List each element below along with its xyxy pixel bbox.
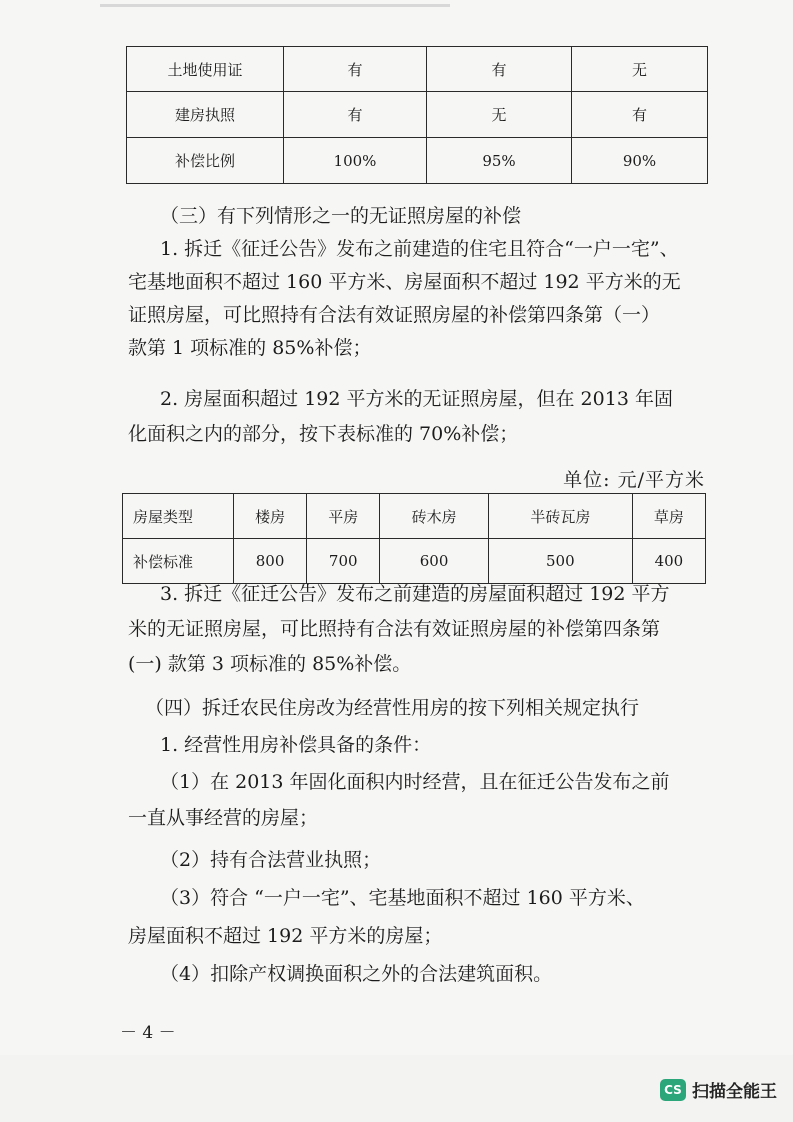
watermark-text: 扫描全能王 [692,1082,777,1102]
item-3-3-line: 米的无证照房屋，可比照持有合法有效证照房屋的补偿第四条第 [128,618,661,640]
table-row [127,138,708,184]
table-cell: 有 [284,92,427,138]
condition-2: （2）持有合法营业执照； [160,849,382,871]
table-cell: 有 [427,47,572,92]
table-cell: 400 [632,539,705,584]
page-number: － 4 － [120,1023,176,1043]
table-cell: 90% [572,138,708,184]
condition-1-line: 一直从事经营的房屋； [128,807,319,829]
table-header-cell: 平房 [307,494,380,539]
item-3-1-line: 证照房屋，可比照持有合法有效证照房屋的补偿第四条第（一） [128,304,661,326]
table-cell: 95% [427,138,572,184]
table-row [123,494,706,539]
table-cell: 无 [572,47,708,92]
table-cell: 500 [488,539,632,584]
table-cell: 100% [284,138,427,184]
item-3-1-line: 宅基地面积不超过 160 平方米、房屋面积不超过 192 平方米的无 [128,271,681,293]
table-header-cell: 楼房 [234,494,307,539]
item-3-2-line: 化面积之内的部分，按下表标准的 70%补偿； [128,423,519,445]
table-cell: 600 [380,539,489,584]
condition-3-line: （3）符合 “一户一宅”、宅基地面积不超过 160 平方米、 [160,887,645,909]
table-row [123,539,706,584]
table-row [127,47,708,92]
table-header-cell: 房屋类型 [123,494,234,539]
table-cell: 补偿比例 [127,138,284,184]
section-4-title: （四）拆迁农民住房改为经营性用房的按下列相关规定执行 [145,697,640,719]
table-cell: 700 [307,539,380,584]
item-3-1-line: 款第 1 项标准的 85%补偿； [128,337,372,359]
table-header-cell: 草房 [632,494,705,539]
item-3-2-line: 2. 房屋面积超过 192 平方米的无证照房屋，但在 2013 年固 [160,388,673,410]
table-header-cell: 砖木房 [380,494,489,539]
section-3-title: （三）有下列情形之一的无证照房屋的补偿 [160,205,522,227]
unit-label: 单位: 元/平方米 [563,469,705,491]
license-compensation-table [126,46,708,184]
table-row [127,92,708,138]
table-cell: 补偿标准 [123,539,234,584]
top-edge-line [100,4,450,7]
table-cell: 有 [572,92,708,138]
item-3-3-line: 3. 拆迁《征迁公告》发布之前建造的房屋面积超过 192 平方 [160,583,670,605]
table-header-cell: 半砖瓦房 [488,494,632,539]
condition-1-line: （1）在 2013 年固化面积内时经营，且在征迁公告发布之前 [160,771,670,793]
table-cell: 土地使用证 [127,47,284,92]
item-3-1-line: 1. 拆迁《征迁公告》发布之前建造的住宅且符合“一户一宅”、 [160,238,679,260]
compensation-standard-table [122,493,706,584]
table-cell: 有 [284,47,427,92]
table-cell: 建房执照 [127,92,284,138]
scanner-watermark [660,1077,777,1102]
item-3-3-line: (一) 款第 3 项标准的 85%补偿。 [128,653,412,675]
item-4-1: 1. 经营性用房补偿具备的条件： [160,734,432,756]
condition-3-line: 房屋面积不超过 192 平方米的房屋； [128,925,443,947]
table-cell: 800 [234,539,307,584]
table-cell: 无 [427,92,572,138]
condition-4: （4）扣除产权调换面积之外的合法建筑面积。 [160,963,553,985]
camscanner-logo-icon: CS [660,1079,686,1101]
